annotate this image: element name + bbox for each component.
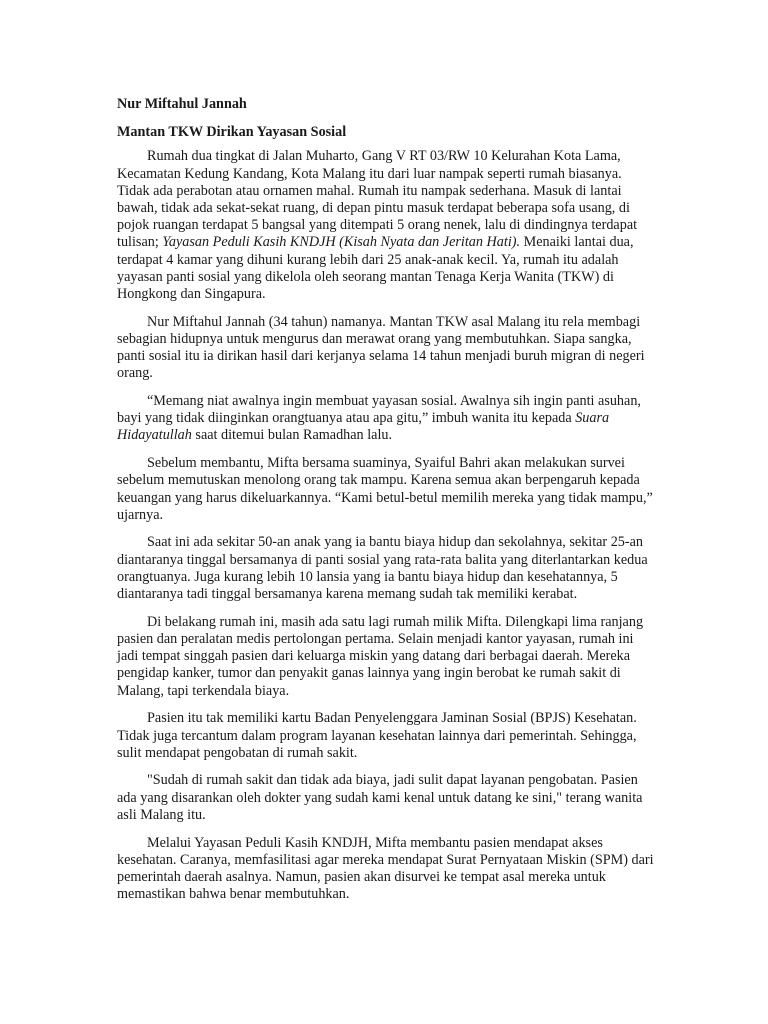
text-run: Melalui Yayasan Peduli Kasih KNDJH, Mifta membantu pasien mendapat akses kesehatan. Caranya, memfasilitasi agar mereka mendapat Surat Pernyataan Miskin (SPM) dari pemerintah daerah asalnya. Namun, pasien akan disurvei ke tempat asal mereka untuk memastikan bahwa benar membutuhkan. xyxy=(117,834,654,903)
author-name: Nur Miftahul Jannah xyxy=(117,96,247,112)
text-run: "Sudah di rumah sakit dan tidak ada biaya, jadi sulit dapat layanan pengobatan. Pasien ada yang disarankan oleh dokter yang sudah kami kenal untuk datang ke sini," terang wanita asli Malang itu. xyxy=(117,772,643,823)
italic-text: Suara Hidayatullah xyxy=(117,410,610,444)
text-run: saat ditemui bulan Ramadhan lalu. xyxy=(191,427,393,444)
paragraph xyxy=(117,455,657,524)
text-run: Rumah dua tingkat di Jalan Muharto, Gang V RT 03/RW 10 Kelurahan Kota Lama, Kecamatan Kedung Kandang, Kota Malang itu dari luar nampak seperti rumah biasanya. Tidak ada perabotan atau ornamen mahal. Rumah itu nampak sederhana. Masuk di lantai bawah, tidak ada sekat-sekat ruang, di depan pintu masuk terdapat beberapa sofa usang, di pojok ruangan terdapat 5 bangsal yang ditempati 5 orang nenek, lalu di dindingnya terdapat tulisan; xyxy=(117,148,638,251)
text-run: Menaiki lantai dua, terdapat 4 kamar yang dihuni kurang lebih dari 25 anak-anak kecil. Ya, rumah itu adalah yayasan panti sosial yang dikelola oleh seorang mantan Tenaga Kerja Wanita (TKW) di Hongkong dan Singapura. xyxy=(117,234,634,303)
text-run: Pasien itu tak memiliki kartu Badan Penyelenggara Jaminan Sosial (BPJS) Kesehatan. Tidak juga tercantum dalam program layanan kesehatan lainnya dari pemerintah. Sehingga, sulit mendapat pengobatan di rumah sakit. xyxy=(117,710,637,761)
document-page xyxy=(117,96,657,914)
italic-text: Yayasan Peduli Kasih KNDJH (Kisah Nyata dan Jeritan Hati). xyxy=(162,234,521,251)
text-run: Nur Miftahul Jannah (34 tahun) namanya. Mantan TKW asal Malang itu rela membagi sebagian hidupnya untuk mengurus dan merawat orang yang membutuhkan. Siapa sangka, panti sosial itu ia dirikan hasil dari kerjanya selama 14 tahun menjadi buruh migran di negeri orang. xyxy=(117,313,645,382)
paragraph xyxy=(117,148,657,303)
article-body xyxy=(117,148,657,903)
text-run: Di belakang rumah ini, masih ada satu lagi rumah milik Mifta. Dilengkapi lima ranjang pasien dan peralatan medis pertolongan pertama. Selain menjadi kantor yayasan, rumah ini jadi tempat singgah pasien dari keluarga miskin yang datang dari berbagai daerah. Mereka pengidap kanker, tumor dan penyakit ganas lainnya yang ingin berobat ke rumah sakit di Malang, tapi terkendala biaya. xyxy=(117,613,644,699)
paragraph xyxy=(117,710,657,762)
text-run: Sebelum membantu, Mifta bersama suaminya, Syaiful Bahri akan melakukan survei sebelum memutuskan menolong orang tak mampu. Karena semua akan berpengaruh kepada keuangan yang harus dikeluarkannya. “Kami betul-betul memilih mereka yang tidak mampu,” ujarnya. xyxy=(117,455,653,523)
paragraph xyxy=(117,534,657,603)
text-run: “Memang niat awalnya ingin membuat yayasan sosial. Awalnya sih ingin panti asuhan, bayi yang tidak diinginkan orangtuanya atau apa gitu,” imbuh wanita itu kepada xyxy=(117,393,641,427)
article-title: Mantan TKW Dirikan Yayasan Sosial xyxy=(117,124,347,141)
paragraph xyxy=(117,614,657,700)
paragraph xyxy=(117,772,657,824)
paragraph xyxy=(117,835,657,904)
paragraph xyxy=(117,314,657,383)
paragraph xyxy=(117,393,657,445)
text-run: Saat ini ada sekitar 50-an anak yang ia bantu biaya hidup dan sekolahnya, sekitar 25-an diantaranya tinggal bersamanya di panti sosial yang rata-rata balita yang diterlantarkan kedua orangtuanya. Juga kurang lebih 10 lansia yang ia bantu biaya hidup dan kesehatannya, 5 diantaranya tadi tinggal bersamanya karena memang sudah tak memiliki kerabat. xyxy=(117,534,648,603)
